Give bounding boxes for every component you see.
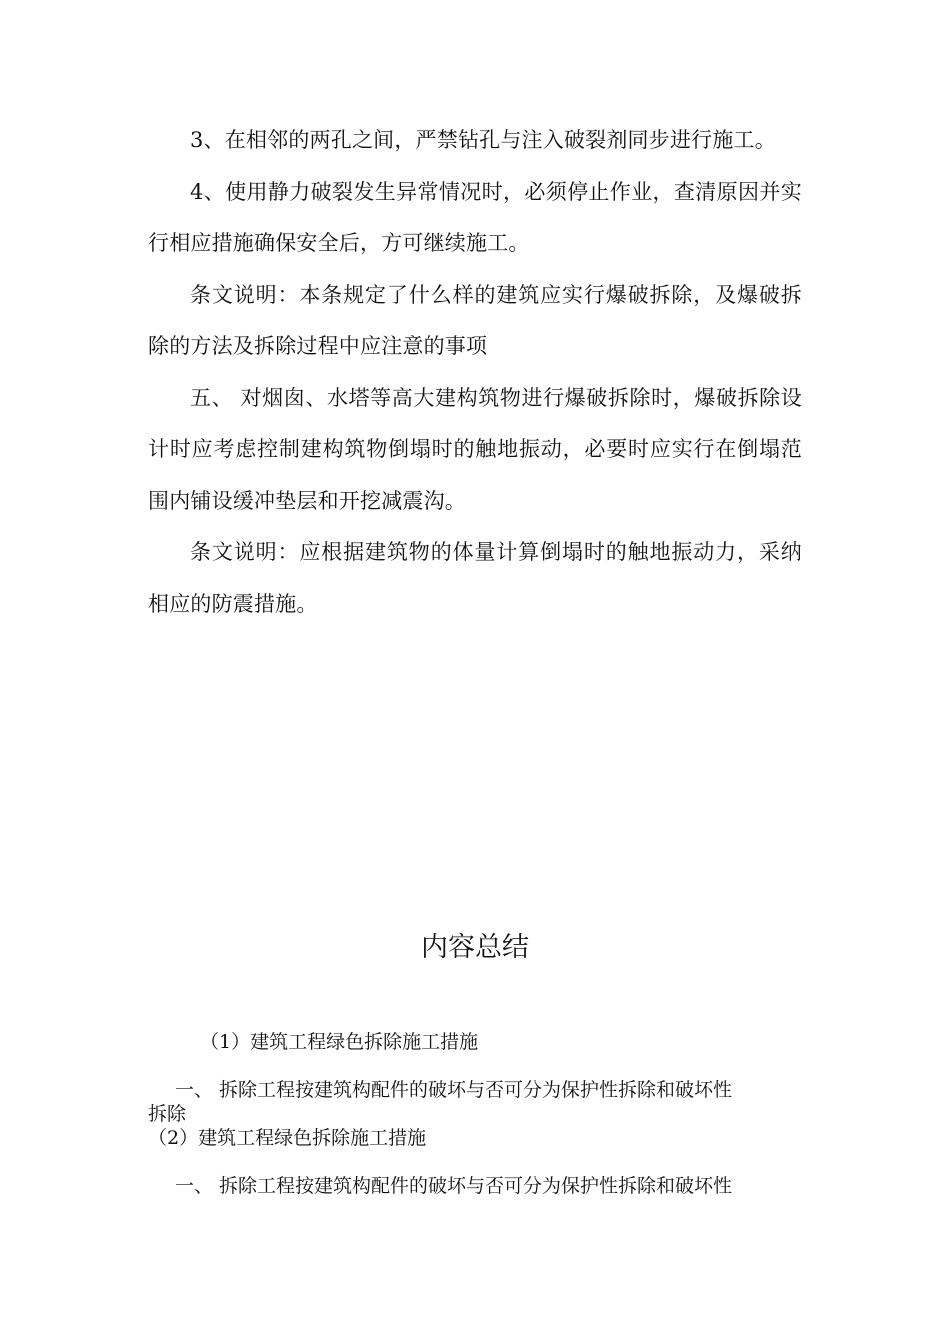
summary-line-3: 拆除 [148, 1103, 187, 1125]
paragraph-item-3: 3、在相邻的两孔之间，严禁钻孔与注入破裂剂同步进行施工。 [190, 128, 776, 152]
paragraph-explanation-2: 条文说明：应根据建筑物的体量计算倒塌时的触地振动力，采纳相应的防震措施。 [148, 540, 802, 616]
paragraph-item-4: 4、使用静力破裂发生异常情况时，必须停止作业，查清原因并实行相应措施确保安全后，方可继续施工。 [148, 179, 802, 255]
summary-title: 内容总结 [421, 932, 529, 963]
paragraph-explanation-1: 条文说明：本条规定了什么样的建筑应实行爆破拆除，及爆破拆除的方法及拆除过程中应注意的事项 [148, 282, 802, 358]
summary-line-1: （1）建筑工程绿色拆除施工措施 [200, 1031, 479, 1053]
summary-line-5: 一、 拆除工程按建筑构配件的破坏与否可分为保护性拆除和破坏性 [175, 1175, 733, 1197]
document-body [148, 115, 802, 630]
paragraph-section-5: 五、 对烟囱、水塔等高大建构筑物进行爆破拆除时，爆破拆除设计时应考虑控制建构筑物倒塌时的触地振动，必要时应实行在倒塌范围内铺设缓冲垫层和开挖减震沟。 [148, 385, 802, 513]
summary-line-4: （2）建筑工程绿色拆除施工措施 [148, 1127, 427, 1149]
summary-line-2: 一、 拆除工程按建筑构配件的破坏与否可分为保护性拆除和破坏性 [175, 1079, 733, 1101]
